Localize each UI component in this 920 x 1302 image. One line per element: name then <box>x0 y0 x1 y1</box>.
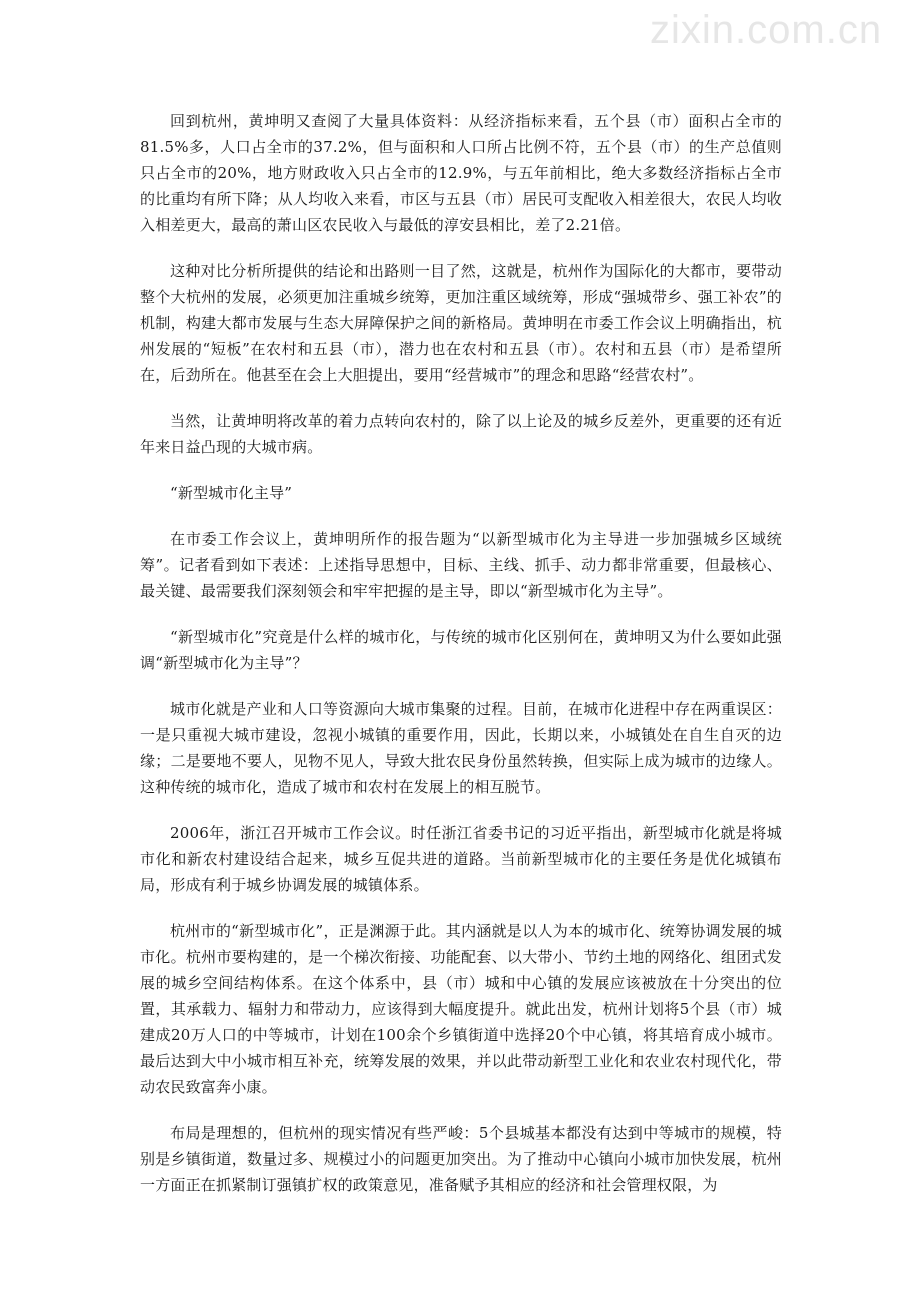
paragraph-8: 2006年，浙江召开城市工作会议。时任浙江省委书记的习近平指出，新型城市化就是将城市化和新农村建设结合起来，城乡互促共进的道路。当前新型城市化的主要任务是优化城镇布局，形成有利于城乡协调发展的城镇体系。 <box>140 824 782 894</box>
paragraph-6: “新型城市化”究竟是什么样的城市化，与传统的城市化区别何在，黄坤明又为什么要如此强调“新型城市化为主导”？ <box>140 628 782 672</box>
section-heading: “新型城市化主导” <box>170 484 293 502</box>
paragraph-1: 回到杭州，黄坤明又查阅了大量具体资料：从经济指标来看，五个县（市）面积占全市的81.5%多，人口占全市的37.2%，但与面积和人口所占比例不符，五个县（市）的生产总值则只占全市的20%，地方财政收入只占全市的12.9%，与五年前相比，绝大多数经济指标占全市的比重均有所下降；从人均收入来看，市区与五县（市）居民可支配收入相差很大，农民人均收入相差更大，最高的萧山区农民收入与最低的淳安县相比，差了2.21倍。 <box>140 112 782 234</box>
paragraph-9: 杭州市的“新型城市化”，正是渊源于此。其内涵就是以人为本的城市化、统筹协调发展的城市化。杭州市要构建的，是一个梯次衔接、功能配套、以大带小、节约土地的网络化、组团式发展的城乡空间结构体系。在这个体系中，县（市）城和中心镇的发展应该被放在十分突出的位置，其承载力、辐射力和带动力，应该得到大幅度提升。就此出发，杭州计划将5个县（市）城建成20万人口的中等城市，计划在100余个乡镇街道中选择20个中心镇，将其培育成小城市。最后达到大中小城市相互补充，统筹发展的效果，并以此带动新型工业化和农业农村现代化，带动农民致富奔小康。 <box>140 922 782 1096</box>
paragraph-3: 当然，让黄坤明将改革的着力点转向农村的，除了以上论及的城乡反差外，更重要的还有近年来日益凸现的大城市病。 <box>140 412 782 456</box>
paragraph-10: 布局是理想的，但杭州的现实情况有些严峻：5个县城基本都没有达到中等城市的规模，特别是乡镇街道，数量过多、规模过小的问题更加突出。为了推动中心镇向小城市加快发展，杭州一方面正在抓紧制订强镇扩权的政策意见，准备赋予其相应的经济和社会管理权限，为 <box>140 1124 782 1194</box>
paragraph-7: 城市化就是产业和人口等资源向大城市集聚的过程。目前，在城市化进程中存在两重误区：一是只重视大城市建设，忽视小城镇的重要作用，因此，长期以来，小城镇处在自生自灭的边缘；二是要地不要人，见物不见人，导致大批农民身份虽然转换，但实际上成为城市的边缘人。这种传统的城市化，造成了城市和农村在发展上的相互脱节。 <box>140 700 782 796</box>
document-body <box>140 108 782 1218</box>
paragraph-5: 在市委工作会议上，黄坤明所作的报告题为“以新型城市化为主导进一步加强城乡区域统筹”。记者看到如下表述：上述指导思想中，目标、主线、抓手、动力都非常重要，但最核心、最关键、最需要我们深刻领会和牢牢把握的是主导，即以“新型城市化为主导”。 <box>140 530 782 600</box>
paragraph-2: 这种对比分析所提供的结论和出路则一目了然，这就是，杭州作为国际化的大都市，要带动整个大杭州的发展，必须更加注重城乡统筹，更加注重区域统筹，形成“强城带乡、强工补农”的机制，构建大都市发展与生态大屏障保护之间的新格局。黄坤明在市委工作会议上明确指出，杭州发展的“短板”在农村和五县（市），潜力也在农村和五县（市）。农村和五县（市）是希望所在，后劲所在。他甚至在会上大胆提出，要用“经营城市”的理念和思路“经营农村”。 <box>140 262 782 384</box>
watermark: zixin.com.cn <box>650 8 883 52</box>
